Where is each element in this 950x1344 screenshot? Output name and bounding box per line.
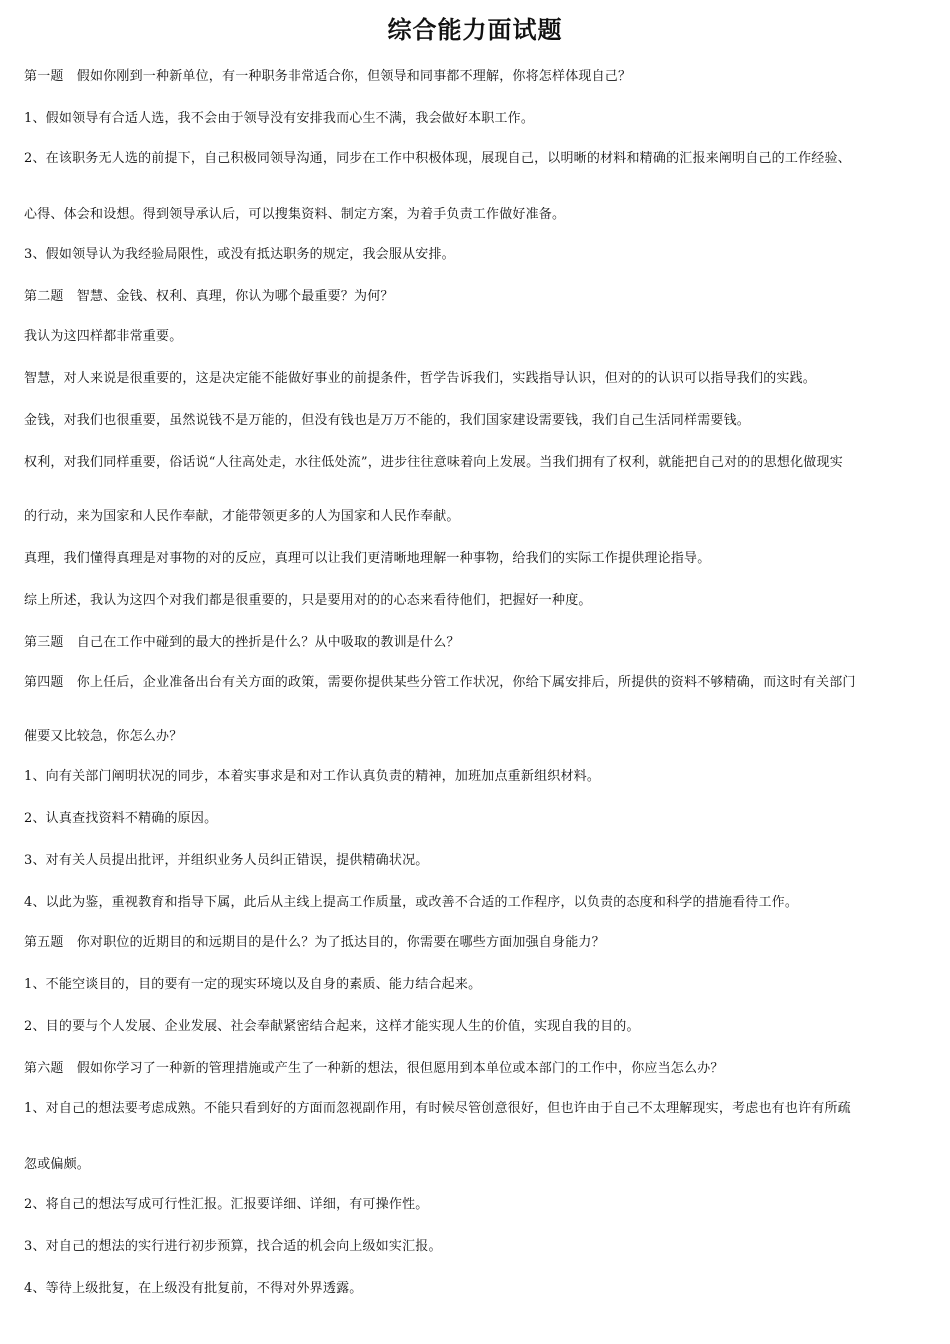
- text-line: 智慧，对人来说是很重要的，这是决定能不能做好事业的前提条件，哲学告诉我们，实践指导认识，但对的的认识可以指导我们的实践。: [24, 371, 817, 386]
- text-line: 4、等待上级批复，在上级没有批复前，不得对外界透露。: [24, 1281, 363, 1296]
- text-line: 第四题 你上任后，企业准备出台有关方面的政策，需要你提供某些分管工作状况，你给下属安排后，所提供的资料不够精确，而这时有关部门: [24, 675, 856, 690]
- text-line: 1、不能空谈目的，目的要有一定的现实环境以及自身的素质、能力结合起来。: [24, 977, 482, 992]
- text-line: 权利，对我们同样重要，俗话说“人往高处走，水往低处流”，进步往往意味着向上发展。当我们拥有了权利，就能把自己对的的思想化做现实: [24, 455, 843, 470]
- text-line: 第五题 你对职位的近期目的和远期目的是什么？为了抵达目的，你需要在哪些方面加强自身能力？: [24, 935, 605, 950]
- text-line: 综上所述，我认为这四个对我们都是很重要的，只是要用对的的心态来看待他们，把握好一种度。: [24, 593, 592, 608]
- text-line: 3、对自己的想法的实行进行初步预算，找合适的机会向上级如实汇报。: [24, 1239, 442, 1254]
- document-title: 综合能力面试题: [387, 16, 563, 44]
- text-line: 2、认真查找资料不精确的原因。: [24, 811, 218, 826]
- text-line: 3、假如领导认为我经验局限性，或没有抵达职务的规定，我会服从安排。: [24, 247, 455, 262]
- text-line: 4、以此为鉴，重视教育和指导下属，此后从主线上提高工作质量，或改善不合适的工作程序，以负责的态度和科学的措施看待工作。: [24, 895, 799, 910]
- text-line: 第二题 智慧、金钱、权利、真理，你认为哪个最重要？为何？: [24, 289, 394, 304]
- text-line: 我认为这四样都非常重要。: [24, 329, 183, 344]
- text-line: 忽或偏颇。: [24, 1157, 91, 1172]
- text-line: 1、对自己的想法要考虑成熟。不能只看到好的方面而忽视副作用，有时候尽管创意很好，但也许由于自己不太理解现实，考虑也有也许有所疏: [24, 1101, 851, 1116]
- text-line: 2、将自己的想法写成可行性汇报。汇报要详细、详细，有可操作性。: [24, 1197, 429, 1212]
- text-line: 2、在该职务无人选的前提下，自己积极同领导沟通，同步在工作中积极体现，展现自己，以明晰的材料和精确的汇报来阐明自己的工作经验、: [24, 151, 851, 166]
- text-line: 心得、体会和设想。得到领导承认后，可以搜集资料、制定方案，为着手负责工作做好准备。: [24, 207, 566, 222]
- text-line: 金钱，对我们也很重要，虽然说钱不是万能的，但没有钱也是万万不能的，我们国家建设需要钱，我们自己生活同样需要钱。: [24, 413, 751, 428]
- text-line: 的行动，来为国家和人民作奉献，才能带领更多的人为国家和人民作奉献。: [24, 509, 460, 524]
- text-line: 1、假如领导有合适人选，我不会由于领导没有安排我而心生不满，我会做好本职工作。: [24, 111, 535, 126]
- text-line: 第六题 假如你学习了一种新的管理措施或产生了一种新的想法，很但愿用到本单位或本部门的工作中，你应当怎么办？: [24, 1061, 724, 1076]
- text-line: 2、目的要与个人发展、企业发展、社会奉献紧密结合起来，这样才能实现人生的价值，实现自我的目的。: [24, 1019, 640, 1034]
- text-line: 第一题 假如你刚到一种新单位，有一种职务非常适合你，但领导和同事都不理解，你将怎样体现自己？: [24, 69, 632, 84]
- text-line: 真理，我们懂得真理是对事物的对的反应，真理可以让我们更清晰地理解一种事物，给我们的实际工作提供理论指导。: [24, 551, 711, 566]
- text-line: 3、对有关人员提出批评，并组织业务人员纠正错误，提供精确状况。: [24, 853, 429, 868]
- text-line: 第三题 自己在工作中碰到的最大的挫折是什么？从中吸取的教训是什么？: [24, 635, 460, 650]
- text-line: 催要又比较急，你怎么办？: [24, 729, 183, 744]
- text-line: 1、向有关部门阐明状况的同步，本着实事求是和对工作认真负责的精神，加班加点重新组织材料。: [24, 769, 601, 784]
